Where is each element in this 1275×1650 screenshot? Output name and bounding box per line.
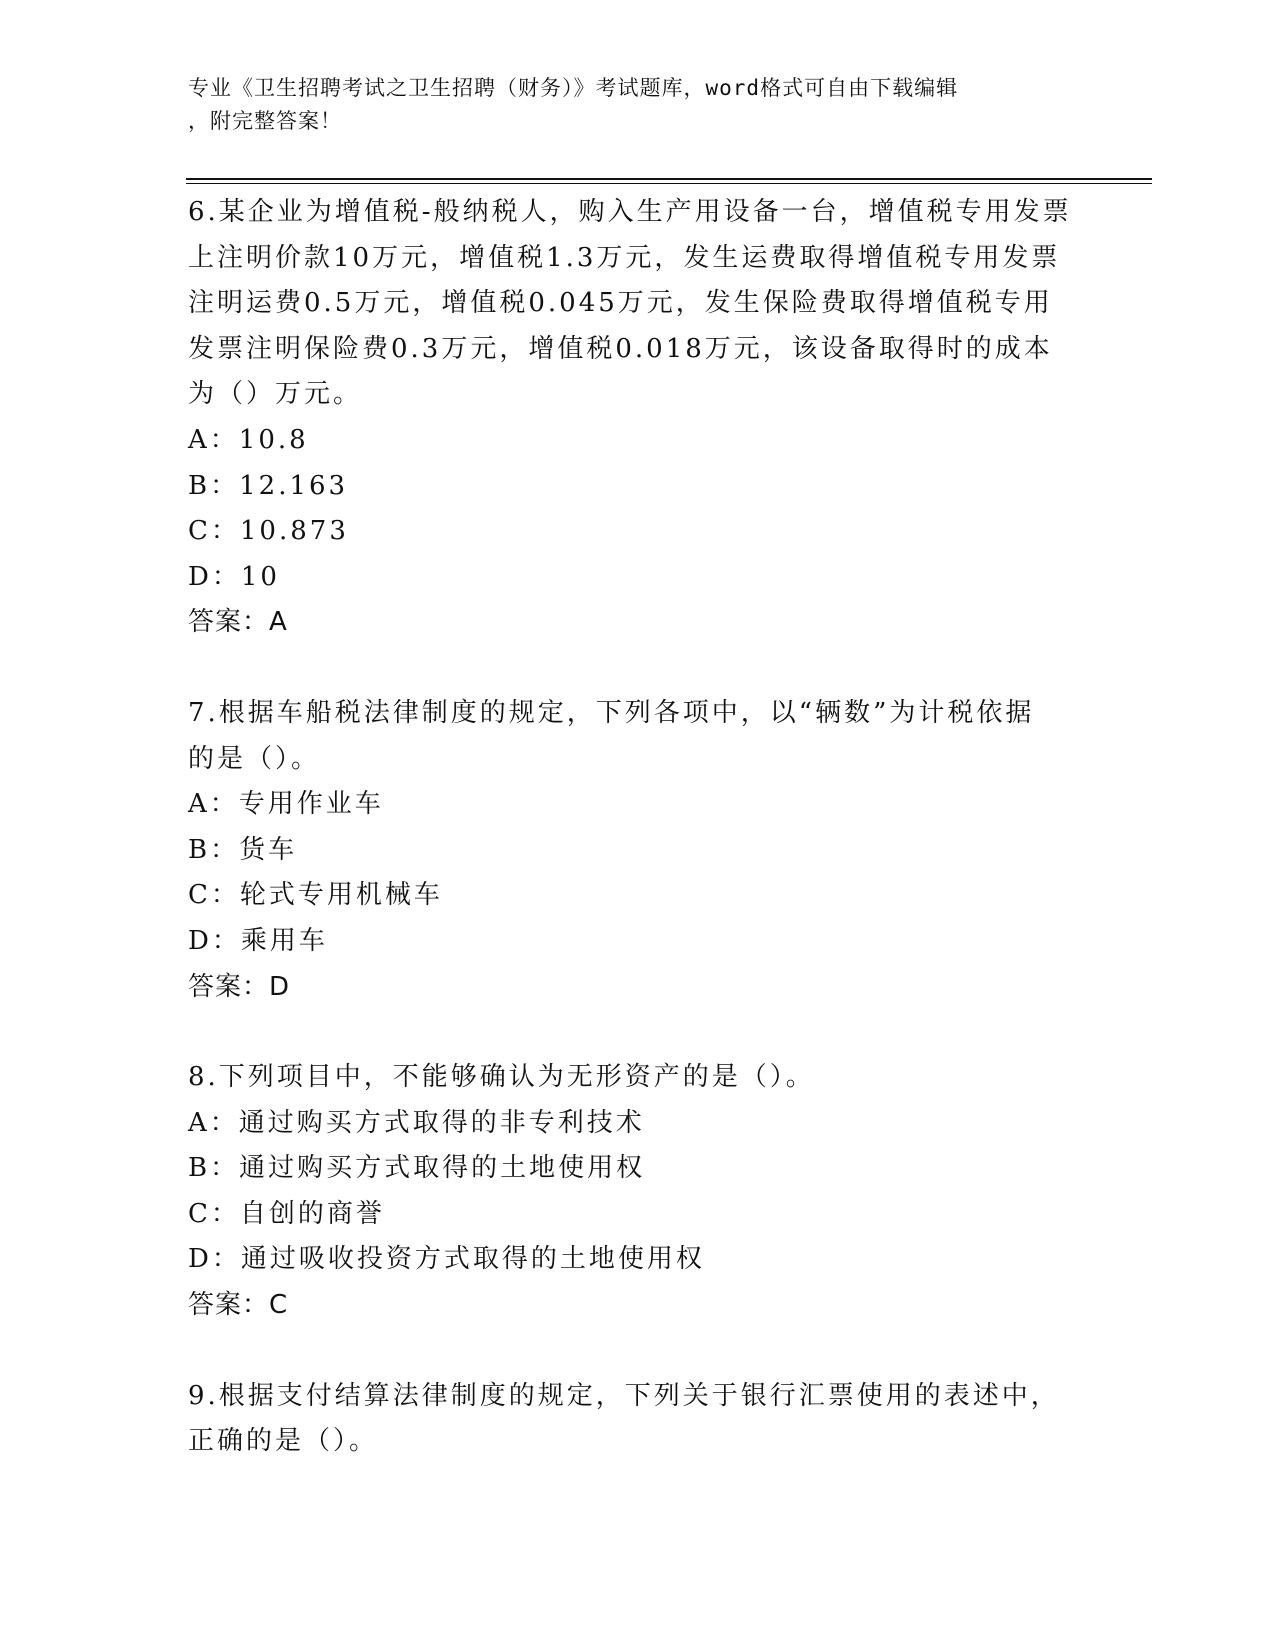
option-b: B：通过购买方式取得的土地使用权 <box>188 1153 646 1184</box>
stem-line: 8.下列项目中，不能够确认为无形资产的是（）。 <box>188 1062 815 1093</box>
option-b: B：12.163 <box>188 470 349 501</box>
stem-line: 9.根据支付结算法律制度的规定，下列关于银行汇票使用的表述中， <box>188 1380 1060 1411</box>
stem-line: 发票注明保险费0.3万元，增值税0.018万元，该设备取得时的成本 <box>188 333 1053 364</box>
question-stem <box>188 1055 1088 1101</box>
question-stem <box>188 1374 1088 1465</box>
option-d: D：乘用车 <box>188 925 328 956</box>
question-8 <box>188 1055 1088 1329</box>
header-line-1: 专业《卫生招聘考试之卫生招聘（财务）》考试题库，word格式可自由下载编辑 <box>188 76 959 100</box>
question-6 <box>188 190 1088 646</box>
header-divider-thin <box>186 183 1152 184</box>
option-c: C：轮式专用机械车 <box>188 880 443 911</box>
answer-label: 答案：A <box>188 607 288 638</box>
option-a: A：通过购买方式取得的非专利技术 <box>188 1107 645 1138</box>
option-c: C：自创的商誉 <box>188 1198 385 1229</box>
stem-line: 正确的是（）。 <box>188 1426 379 1457</box>
option-d: D：通过吸收投资方式取得的土地使用权 <box>188 1244 705 1275</box>
stem-line: 上注明价款10万元，增值税1.3万元，发生运费取得增值税专用发票 <box>188 242 1061 273</box>
option-d: D：10 <box>188 561 280 592</box>
answer-label: 答案：C <box>188 1290 289 1321</box>
document-header <box>188 72 1068 138</box>
stem-line: 的是（）。 <box>188 743 321 774</box>
question-stem <box>188 691 1088 782</box>
option-a: A：10.8 <box>188 424 309 455</box>
header-divider <box>186 178 1152 180</box>
header-line-2: ，附完整答案！ <box>188 109 342 133</box>
question-9 <box>188 1374 1088 1465</box>
stem-line: 7.根据车船税法律制度的规定，下列各项中，以“辆数”为计税依据 <box>188 697 1035 728</box>
stem-line: 为（）万元。 <box>188 379 363 410</box>
option-b: B：货车 <box>188 834 298 865</box>
answer-label: 答案：D <box>188 971 291 1002</box>
question-list <box>188 190 1088 1465</box>
stem-line: 6.某企业为增值税-般纳税人，购入生产用设备一台，增值税专用发票 <box>188 197 1072 227</box>
stem-line: 注明运费0.5万元，增值税0.045万元，发生保险费取得增值税专用 <box>188 288 1053 319</box>
question-7 <box>188 691 1088 1010</box>
question-stem <box>188 190 1088 418</box>
option-c: C：10.873 <box>188 516 349 547</box>
option-a: A：专用作业车 <box>188 789 384 820</box>
